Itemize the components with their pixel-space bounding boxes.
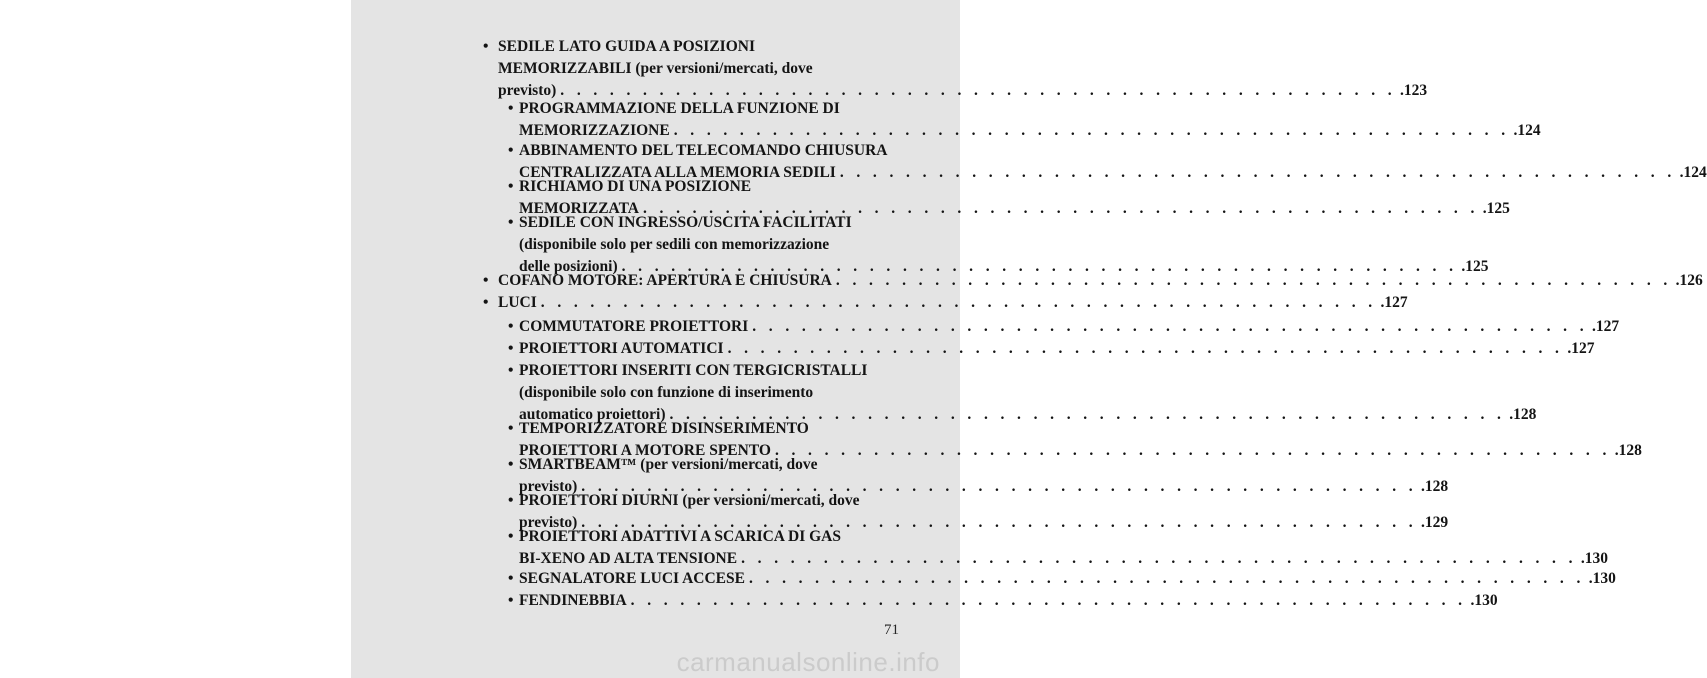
dot-leader: . . . . . . . . . . . . . . . . . . . . . . . . . . . . . . . . . . . . . . . . . . . . . . . . . . . [560, 82, 1397, 99]
toc-entry-title: ABBINAMENTO DEL TELECOMANDO CHIUSURA [519, 142, 888, 159]
toc-entry[interactable] [351, 590, 1498, 612]
toc-entry-title: previsto) [519, 478, 578, 495]
toc-entry[interactable] [351, 568, 1616, 590]
toc-entry-page: .128 [1614, 442, 1642, 459]
bullet-icon: • [508, 592, 514, 609]
dot-leader: . . . . . . . . . . . . . . . . . . . . . . . . . . . . . . . . . . . . . . . . . . . . . . . . . . . [748, 570, 1585, 587]
toc-entry-title: RICHIAMO DI UNA POSIZIONE [519, 178, 752, 195]
bullet-icon: • [508, 420, 514, 437]
dot-leader: . . . . . . . . . . . . . . . . . . . . . . . . . . . . . . . . . . . . . . . . . . . . . . . . . . . [581, 514, 1418, 531]
toc-entry-title: SEDILE CON INGRESSO/USCITA FACILITATI [519, 214, 852, 231]
bullet-icon: • [508, 456, 514, 473]
bullet-icon: • [508, 100, 514, 117]
manual-page [351, 0, 1707, 678]
dot-leader: . . . . . . . . . . . . . . . . . . . . . . . . . . . . . . . . . . . . . . . . . . . . . . . . . . . [774, 442, 1611, 459]
toc-entry[interactable] [351, 360, 1537, 426]
toc-entry-title: SEGNALATORE LUCI ACCESE [519, 570, 745, 587]
toc-entry-page: .123 [1400, 82, 1428, 99]
toc-entry-page: .124 [1513, 122, 1541, 139]
dot-leader: . . . . . . . . . . . . . . . . . . . . . . . . . . . . . . . . . . . . . . . . . . . . . . . . . . . [835, 272, 1672, 289]
toc-entry-page: .129 [1421, 514, 1449, 531]
toc-entry[interactable] [351, 98, 1541, 142]
toc-entry-title: (disponibile solo con funzione di inserimento [519, 384, 814, 401]
toc-entry-page: .128 [1509, 406, 1537, 423]
page-number: 71 [884, 622, 899, 638]
toc-entry[interactable] [351, 526, 1608, 570]
toc-entry-title: delle posizioni) [519, 258, 618, 275]
dot-leader: . . . . . . . . . . . . . . . . . . . . . . . . . . . . . . . . . . . . . . . . . . . . . . . . . . . [621, 258, 1458, 275]
dot-leader: . . . . . . . . . . . . . . . . . . . . . . . . . . . . . . . . . . . . . . . . . . . . . . . . . . . [581, 478, 1418, 495]
toc-entry-title: PROIETTORI INSERITI CON TERGICRISTALLI [519, 362, 868, 379]
toc-entry-last-line [498, 270, 1703, 292]
toc-entry-title: CENTRALIZZATA ALLA MEMORIA SEDILI [519, 164, 836, 181]
toc-entry-title: PROIETTORI DIURNI (per versioni/mercati, dove [519, 492, 860, 509]
bullet-icon: • [508, 528, 514, 545]
toc-entry-page: .125 [1482, 200, 1510, 217]
dot-leader: . . . . . . . . . . . . . . . . . . . . . . . . . . . . . . . . . . . . . . . . . . . . . . . . . . . [673, 122, 1510, 139]
dot-leader: . . . . . . . . . . . . . . . . . . . . . . . . . . . . . . . . . . . . . . . . . . . . . . . . . . . [630, 592, 1467, 609]
toc-entry-title: PROIETTORI AUTOMATICI [519, 340, 724, 357]
toc-entry-title: FENDINEBBIA [519, 592, 627, 609]
toc-entry-page: .130 [1588, 570, 1616, 587]
dot-leader: . . . . . . . . . . . . . . . . . . . . . . . . . . . . . . . . . . . . . . . . . . . . . . . . . . . [642, 200, 1479, 217]
toc-entry-title: PROIETTORI ADATTIVI A SCARICA DI GAS [519, 528, 841, 545]
toc-entry-last-line [519, 316, 1620, 338]
dot-leader: . . . . . . . . . . . . . . . . . . . . . . . . . . . . . . . . . . . . . . . . . . . . . . . . . . . [839, 164, 1676, 181]
toc-entry[interactable] [351, 36, 1428, 102]
toc-entry-title: COFANO MOTORE: APERTURA E CHIUSURA [498, 272, 832, 289]
toc-entry[interactable] [351, 270, 1703, 292]
toc-entry-page: .127 [1592, 318, 1620, 335]
bullet-icon: • [483, 272, 489, 289]
dot-leader: . . . . . . . . . . . . . . . . . . . . . . . . . . . . . . . . . . . . . . . . . . . . . . . . . . . [540, 294, 1377, 311]
dot-leader: . . . . . . . . . . . . . . . . . . . . . . . . . . . . . . . . . . . . . . . . . . . . . . . . . . . [741, 550, 1577, 567]
toc-entry-title: PROIETTORI A MOTORE SPENTO [519, 442, 771, 459]
toc-entry-page: .127 [1567, 340, 1595, 357]
toc-entry-title: SEDILE LATO GUIDA A POSIZIONI [498, 38, 755, 55]
toc-entry-page: .125 [1461, 258, 1489, 275]
bullet-icon: • [508, 570, 514, 587]
toc-entry-page: .130 [1470, 592, 1498, 609]
toc-entry-title: MEMORIZZABILI (per versioni/mercati, dove [498, 60, 813, 77]
bullet-icon: • [508, 362, 514, 379]
toc-entry-last-line [519, 338, 1595, 360]
toc-entry[interactable] [351, 212, 1489, 278]
bullet-icon: • [508, 318, 514, 335]
toc-entry-title: COMMUTATORE PROIETTORI [519, 318, 749, 335]
bullet-icon: • [483, 38, 489, 55]
bullet-icon: • [483, 294, 489, 311]
toc-entry-page: .126 [1675, 272, 1703, 289]
dot-leader: . . . . . . . . . . . . . . . . . . . . . . . . . . . . . . . . . . . . . . . . . . . . . . . . . . . [669, 406, 1506, 423]
toc-entry-title: BI-XENO AD ALTA TENSIONE [519, 550, 738, 567]
bullet-icon: • [508, 178, 514, 195]
toc-entry-title: (disponibile solo per sedili con memorizzazione [519, 236, 830, 253]
toc-entry-title: PROGRAMMAZIONE DELLA FUNZIONE DI [519, 100, 840, 117]
dot-leader: . . . . . . . . . . . . . . . . . . . . . . . . . . . . . . . . . . . . . . . . . . . . . . . . . . . [752, 318, 1589, 335]
toc-entry-title: automatico proiettori) [519, 406, 666, 423]
toc-entry-title: TEMPORIZZATORE DISINSERIMENTO [519, 420, 809, 437]
bullet-icon: • [508, 340, 514, 357]
toc-entry-last-line [519, 120, 1541, 142]
toc-entry-title: SMARTBEAM™ (per versioni/mercati, dove [519, 456, 818, 473]
bullet-icon: • [508, 142, 514, 159]
toc-entry-page: .128 [1421, 478, 1449, 495]
toc-entry[interactable] [351, 292, 1408, 314]
watermark: carmanualsonline.info [676, 647, 940, 677]
toc-entry-title: previsto) [519, 514, 578, 531]
dot-leader: . . . . . . . . . . . . . . . . . . . . . . . . . . . . . . . . . . . . . . . . . . . . . . . . . . . [727, 340, 1564, 357]
toc-entry-last-line [519, 590, 1498, 612]
toc-entry-page: .130 [1580, 550, 1608, 567]
toc-entry-title: previsto) [498, 82, 557, 99]
toc-entry-last-line [519, 548, 1608, 570]
toc-entry-last-line [519, 568, 1616, 590]
toc-entry-last-line [498, 292, 1408, 314]
toc-entry-title: LUCI [498, 294, 537, 311]
bullet-icon: • [508, 492, 514, 509]
toc-entry[interactable] [351, 316, 1620, 338]
toc-entry[interactable] [351, 338, 1595, 360]
toc-entry-title: MEMORIZZAZIONE [519, 122, 670, 139]
bullet-icon: • [508, 214, 514, 231]
toc-entry-page: .124 [1679, 164, 1707, 181]
toc-entry-title: MEMORIZZATA [519, 200, 639, 217]
toc-entry-page: .127 [1380, 294, 1408, 311]
